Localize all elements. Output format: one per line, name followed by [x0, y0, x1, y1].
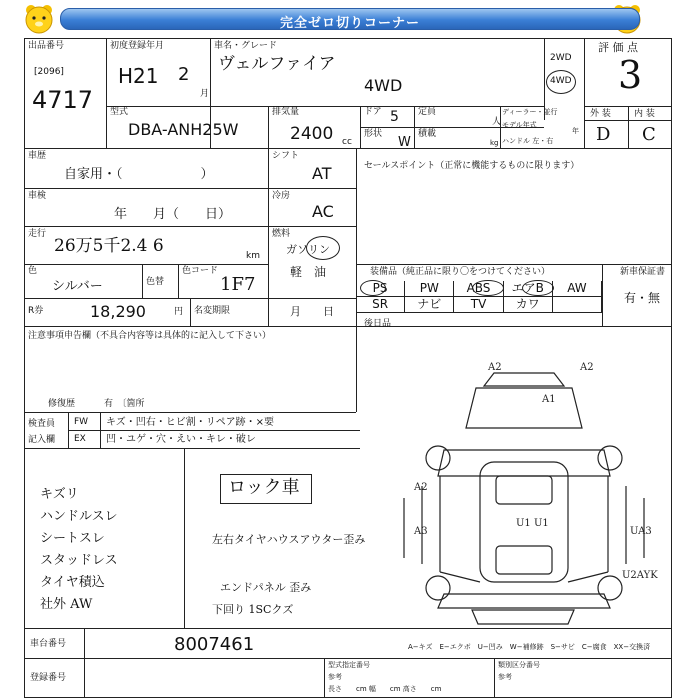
- disp-unit: cc: [342, 137, 352, 147]
- handwritten-item: スタッドレス: [40, 553, 118, 568]
- fuel-label: 燃料: [272, 229, 291, 239]
- airbag-circle: [522, 280, 554, 296]
- capacity-label: 定員: [418, 107, 437, 117]
- equip-item: PS: [356, 281, 405, 296]
- door-label: ドア: [364, 107, 382, 117]
- note-3: 下回り 1SCクズ: [212, 603, 294, 616]
- fw-label: FW: [74, 417, 89, 427]
- equip-label: 装備品（純正品に限り〇をつけてください）: [370, 267, 551, 277]
- color-code-label: 色コード: [182, 266, 219, 276]
- mark-a2-right: A2: [580, 362, 594, 373]
- ext-value: D: [596, 124, 611, 145]
- mark-a2-left: A2: [488, 362, 502, 373]
- repair-value: 有 〔箇所: [104, 399, 145, 409]
- type-label: 型式: [110, 107, 129, 117]
- ref-label-2: 参考: [498, 673, 512, 681]
- recycle-value: 18,290: [90, 302, 146, 321]
- load-label: 積載: [418, 129, 437, 139]
- sales-label: セールスポイント（正常に機能するものに限ります）: [364, 161, 580, 171]
- note-1: 左右タイヤハウスアウター歪み: [212, 533, 366, 546]
- reg-month-unit: 月: [200, 89, 210, 99]
- color-code-value: 1F7: [220, 274, 256, 295]
- equip-item: カワ: [504, 297, 553, 312]
- mark-u1-a: U1: [516, 518, 531, 529]
- chassis-label: 車台番号: [30, 639, 67, 649]
- inspect-value: 年 月（ 日）: [114, 207, 232, 222]
- shape-value: W: [398, 135, 411, 150]
- handwritten-item: タイヤ積込: [40, 575, 105, 590]
- year-unit: 年: [572, 127, 579, 135]
- abs-circle: [472, 280, 504, 296]
- int-value: C: [642, 124, 656, 145]
- shape-label: 形状: [364, 129, 383, 139]
- reg-label: 初度登録年月: [110, 41, 165, 51]
- door-value: 5: [390, 109, 399, 125]
- handwritten-item: ハンドルスレ: [40, 509, 118, 524]
- model-year-label: モデル年式: [502, 121, 537, 129]
- nameplate-label: 名変期限: [194, 306, 231, 316]
- inspector-label: 検査員: [28, 419, 56, 429]
- handwritten-item: キズリ: [40, 487, 79, 502]
- ps-circle: [360, 280, 386, 296]
- drive-box-value: 4WD: [550, 76, 572, 86]
- check-row-2: 凹・ユゲ・穴・えい・キレ・破レ: [106, 434, 256, 445]
- int-label: 内 装: [634, 109, 655, 119]
- banner: [60, 8, 640, 30]
- equip-item: ABS: [454, 281, 503, 296]
- mileage-value: 26万5千2.4 6: [54, 236, 164, 256]
- category-num-label: 類別区分番号: [498, 661, 540, 669]
- history-value: 自家用・（ ）: [64, 167, 214, 182]
- lot-sub: [2096]: [34, 67, 64, 77]
- reg-month: 2: [178, 64, 190, 85]
- capacity-unit: 人: [492, 117, 502, 127]
- type-value: DBA-ANH25W: [128, 120, 239, 139]
- score-value: 3: [618, 53, 643, 97]
- warranty-label: 新車保証書: [620, 267, 666, 277]
- inspect-label: 車検: [28, 191, 47, 201]
- equip-item: PW: [405, 281, 454, 296]
- color-change-label: 色替: [146, 277, 165, 287]
- equip-item: エアB: [504, 281, 553, 296]
- equip-item: SR: [356, 297, 405, 312]
- nameplate-value: 月 日: [290, 305, 334, 318]
- warranty-value: 有・無: [624, 291, 661, 305]
- fuel-circle: [306, 236, 340, 260]
- reg-number-label: 登録番号: [30, 673, 67, 683]
- ex-label: EX: [74, 434, 86, 444]
- equip-item: ナビ: [405, 297, 454, 312]
- dims-label: 長さ cm 幅 cm 高さ cm: [328, 685, 442, 693]
- mascot-left-icon: [22, 2, 56, 36]
- mileage-unit: km: [246, 251, 260, 261]
- equip-row-2: [356, 297, 602, 312]
- handle-label: ハンドル 左・右: [502, 137, 554, 145]
- banner-title: 完全ゼロ切りコーナー: [279, 16, 420, 31]
- score-label: 評 価 点: [598, 41, 638, 54]
- mark-u1-b: U1: [534, 518, 549, 529]
- fuel-diesel: 軽 油: [290, 265, 327, 279]
- auction-sheet: [24, 38, 672, 698]
- lot-number: 4717: [32, 86, 94, 114]
- recycle-unit: 円: [174, 307, 184, 317]
- model-label: 車名・グレード: [214, 41, 278, 51]
- mark-a3: A3: [414, 526, 428, 537]
- equip-item: [553, 297, 602, 312]
- car-damage-diagram: [384, 358, 664, 628]
- notes-label: 注意事項申告欄（不具合内容等は具体的に記入して下さい）: [28, 331, 272, 341]
- shift-value: AT: [312, 164, 332, 183]
- chassis-value: 8007461: [174, 634, 255, 655]
- ref-label-1: 参考: [328, 673, 342, 681]
- mileage-label: 走行: [28, 229, 47, 239]
- model-name: ヴェルファイア: [218, 54, 336, 74]
- ac-value: AC: [312, 202, 334, 221]
- equip-item: TV: [454, 297, 503, 312]
- equip-item: AW: [553, 281, 602, 296]
- model-cert-label: 型式指定番号: [328, 661, 370, 669]
- handwritten-list: [40, 484, 180, 616]
- drive-value: 4WD: [364, 76, 403, 95]
- color-label: 色: [28, 266, 38, 276]
- repair-label: 修復歴: [48, 399, 76, 409]
- mark-a2-side: A2: [414, 482, 428, 493]
- fuel-value: ガソリン: [286, 243, 330, 256]
- ac-label: 冷房: [272, 191, 291, 201]
- back-seat-label: 後日品: [364, 319, 392, 329]
- history-label: 車歴: [28, 151, 47, 161]
- entry-label: 記入欄: [28, 435, 56, 445]
- damage-legend: A−キズ E−エクボ U−凹み W−補修跡 S−サビ C−腐食 XX−交換済: [408, 643, 651, 651]
- ext-label: 外 装: [590, 109, 611, 119]
- drive-box-label: 2WD: [550, 53, 572, 63]
- reg-era: H21: [118, 64, 159, 88]
- shift-label: シフト: [272, 151, 300, 161]
- mark-ua3: UA3: [630, 526, 652, 537]
- disp-label: 排気量: [272, 107, 300, 117]
- recycle-label: R券: [28, 306, 44, 316]
- check-row-1: キズ・凹右・ヒビ割・リペア跡・×要: [106, 417, 274, 428]
- color-value: シルバー: [52, 279, 103, 294]
- handwritten-item: シートスレ: [40, 531, 105, 546]
- mark-u2ayk: U2AYK: [622, 570, 658, 581]
- handwritten-item: 社外 AW: [40, 597, 93, 612]
- disp-value: 2400: [290, 124, 334, 144]
- load-unit: kg: [490, 139, 499, 147]
- mark-a1: A1: [542, 394, 556, 405]
- lock-text: ロック車: [228, 477, 300, 498]
- lot-label: 出品番号: [28, 41, 65, 51]
- dealer-label: ディーラー・並行: [502, 108, 558, 116]
- note-2: エンドパネル 歪み: [220, 581, 312, 594]
